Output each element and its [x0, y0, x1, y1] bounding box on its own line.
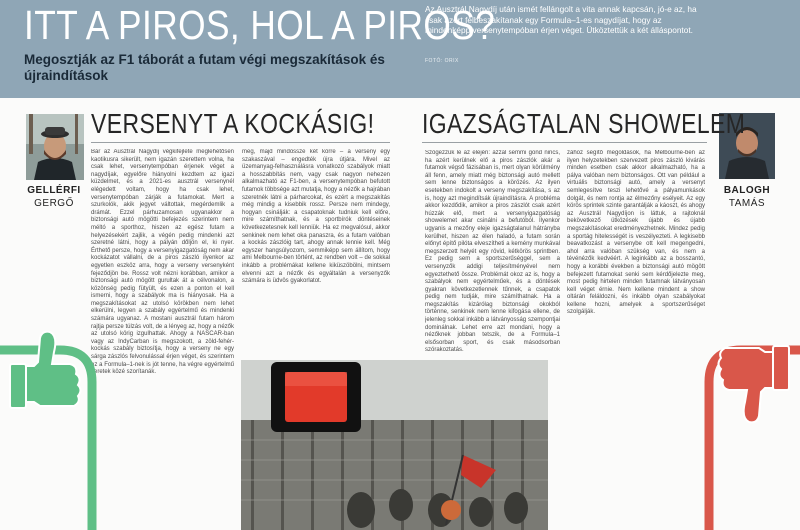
thumbs-up-graphic — [0, 300, 98, 530]
author-left-firstname: GELLÉRFI — [27, 185, 81, 196]
photo-credit: FOTÓ: ORIX — [425, 58, 459, 64]
red-flag-photo-icon — [241, 360, 548, 530]
author-left-lastname: GERGŐ — [34, 198, 74, 209]
divider-right — [422, 142, 707, 143]
left-text-column-1: Bár az Ausztrál Nagydíj végkifejlete meglehetősen kaotikusra sikerült, nem igazán szerettem volna, ha csak lehet, versenytempóban érjenek véget a nagydíjak, egyelőre hiányolni kezdtem az igazi küzdelmet, és a 2021-es ausztrál versenynél elégedett voltam, hogy ha csak lehet, versenytempóban zárják a futamokat. Mert a szurkolók, akik jegyet váltottak, megérdemlik a drámát. Ezzel párhuzamosan ugyanakkor a biztonsági autó mögötti befejezés szerintem nem méltó a sporthoz, hiszen az egész futam a helyezésekért zajlik, a végén pedig mindenki azt szeretné látni, hogy a pályán dőljön el, ki nyer. Érthető persze, hogy a versenyigazgatóság nem akar kockázatot vállalni, de a piros zászló ilyenkor az egyetlen eszköz arra, hogy a verseny versenyként fejeződjön be. Rossz volt nézni korábban, amikor a biztonsági autó mögött gurultak át a célvonalon, a közönség pedig fütyült, és ezen a ponton el kell ismerni, hogy a szabályok ma is hiányosak. Ha a megszakításokat az utolsó körökben nem lehet elkerülni, legyen a szabály egyértelmű és mindenki számára ugyanaz. A mostani ausztrál futam három rajtja persze túlzás volt, de a lényeg az, hogy a nézők az utolsó körig izgulhattak. Ahogy a NASCAR-ban vagy az IndyCarban is megszokott, a zöld-fehér-kockás szabály biztosítja, hogy a verseny ne egy sárga zászlós felvonulással érjen véget, és szerintem ez a Formula–1-nek is jót tenne, ha végre egyértelmű keretek közé szorítanák. — [91, 149, 234, 376]
author-left — [22, 184, 86, 210]
left-text-column-2: meg, majd mindössze két körre – a verseny egy szakaszával – engedték újra útjára. Mivel az üzemanyag-felhasználásra vonatkozó szabályok miatt a hosszabbítás nem, vagy csak nagyon nehezen alkalmazható az F1-ben, a versenytempóban befutott futamok többsége azt mutatja, hogy a nézők a hajrában szeretnék látni a párharcokat, és ezért a megszakítás még mindig a kisebbik rossz. Persze nem mindegy, hogyan csinálják: a csapatoknak tudniuk kell előre, mire számíthatnak, és a sportbírók döntéseinek következetesnek kell lenniük. Ha ez megvalósul, akkor senkinek nem lehet oka panaszra, és a futam valóban a kockás zászlóig tart, ahogy annak lennie kell. Még egyszer hangsúlyozom, semmiképp sem állítom, hogy ami Melbourne-ben történt, az rendben volt – de sokkal inkább a problémákat kellene kiküszöbölni, mintsem elvenni azt a nézők és egyáltalán a versenyzők számára is üdvös gyakorlatot. — [242, 149, 390, 285]
race-photo — [241, 360, 548, 530]
portrait-left-icon — [26, 114, 84, 180]
divider-left — [91, 142, 390, 143]
author-right — [712, 184, 782, 210]
column-title-left: VERSENYT A KOCKÁSIG! — [91, 108, 375, 139]
thumbs-up-icon — [0, 300, 98, 530]
article-lead: Az Ausztrál Nagydíj után ismét fellángolt a vita annak kapcsán, jó-e az, ha csak azért félbeszakítanak egy Formula–1-es nagydíjat, hogy az mindenképp versenytempóban érjen véget. Ütköztettük a két álláspontot. — [425, 4, 697, 36]
thumbs-down-icon — [703, 300, 800, 530]
article-subtitle: Megosztják az F1 táborát a futam végi megszakítások és újraindítások — [24, 52, 385, 83]
column-title-right: IGAZSÁGTALAN SHOWELEM — [422, 108, 746, 139]
author-right-lastname: TAMÁS — [728, 198, 766, 209]
article-title: ITT A PIROS, HOL A PIROS? — [24, 2, 496, 48]
author-right-firstname: BALOGH — [723, 185, 771, 196]
thumbs-down-graphic — [703, 300, 800, 530]
right-text-column-1: Szögezzük le az elején: azzal semmi gond nincs, ha azért kerülnek elő a piros zászlók akár a futamok végső fázisában is, mert olyan körülmény áll fenn, amely miatt még biztonsági autó mellett sem lenne biztonságos a körözés. Az ilyen esetekben indokolt a verseny megszakítása, s az is, hogy azt megindítsák újraindításra. A probléma akkor kezdődik, amikor a piros zászlót csak azért húzzák elő, mert a versenyigazgatóság showelemet akar csinálni a befutóból. Ilyenkor ugyanis a mezőny eleje igazságtalanul hátrányba kerülhet, hiszen az élen haladó, a futam során előnyt építő pilóta elveszítheti a kemény munkával megszerzett helyét egy rövid, kétkörös sprintben. Ez pedig sem a sportszerűséggel, sem a versenyzők addigi teljesítményével nem egyeztethető össze. Problémát okoz az is, hogy a szabályok nem egyértelműek, és a döntések gyakran következetlennek tűnnek, a csapatok pedig nem tudják, mire számíthatnak. Ha a megszakítás kizárólag biztonsági okokból történne, senkinek nem lenne kifogása ellene, de jelenleg sokkal inkább a látványosság szempontjai dominálnak. Lehet erre azt mondani, hogy a nézőknek jobban tetszik, de a Formula–1 elsősorban sport, és csak másodsorban szórakoztatás. — [425, 150, 560, 354]
right-text-column-2: zához segítő megoldások, ha Melbourne-ben az ilyen helyzetekben szervezett piros zászló kivárás minden esetben csak akkor alkalmazható, ha a pálya valóban nem biztonságos. Ott van például a virtuális biztonsági autó, amely a versenyt semlegesítve teszi lehetővé a pályamunkások dolgát, és nem rontja az élmezőny esélyeit. Az egy körös sprintek szinte garantálják a káoszt, és ahogy az Ausztrál Nagydíjon is láttuk, a rajtoknál bekövetkező ütközések újabb és újabb megszakításokat eredményezhetnek. Mindez pedig a sportág hitelességét is veszélyezteti. A legkisebb beavatkozást a versenybe ott kell megengedni, ahol arra valóban szükség van, és nem a tévénézők kedvéért. A leginkább az a bosszantó, hogy a korábbi években a biztonsági autó mögött befejezett futamokat senki sem kérdőjelezte meg, most pedig hirtelen minden futamnak látványosan kell véget érnie. Nem kellene mindent a show oltárán feláldozni, és inkább olyan szabályokat kellene hozni, amelyek a sportszerűséget szolgálják. — [567, 150, 705, 316]
article-header — [0, 0, 800, 98]
author-photo-left — [26, 114, 84, 180]
